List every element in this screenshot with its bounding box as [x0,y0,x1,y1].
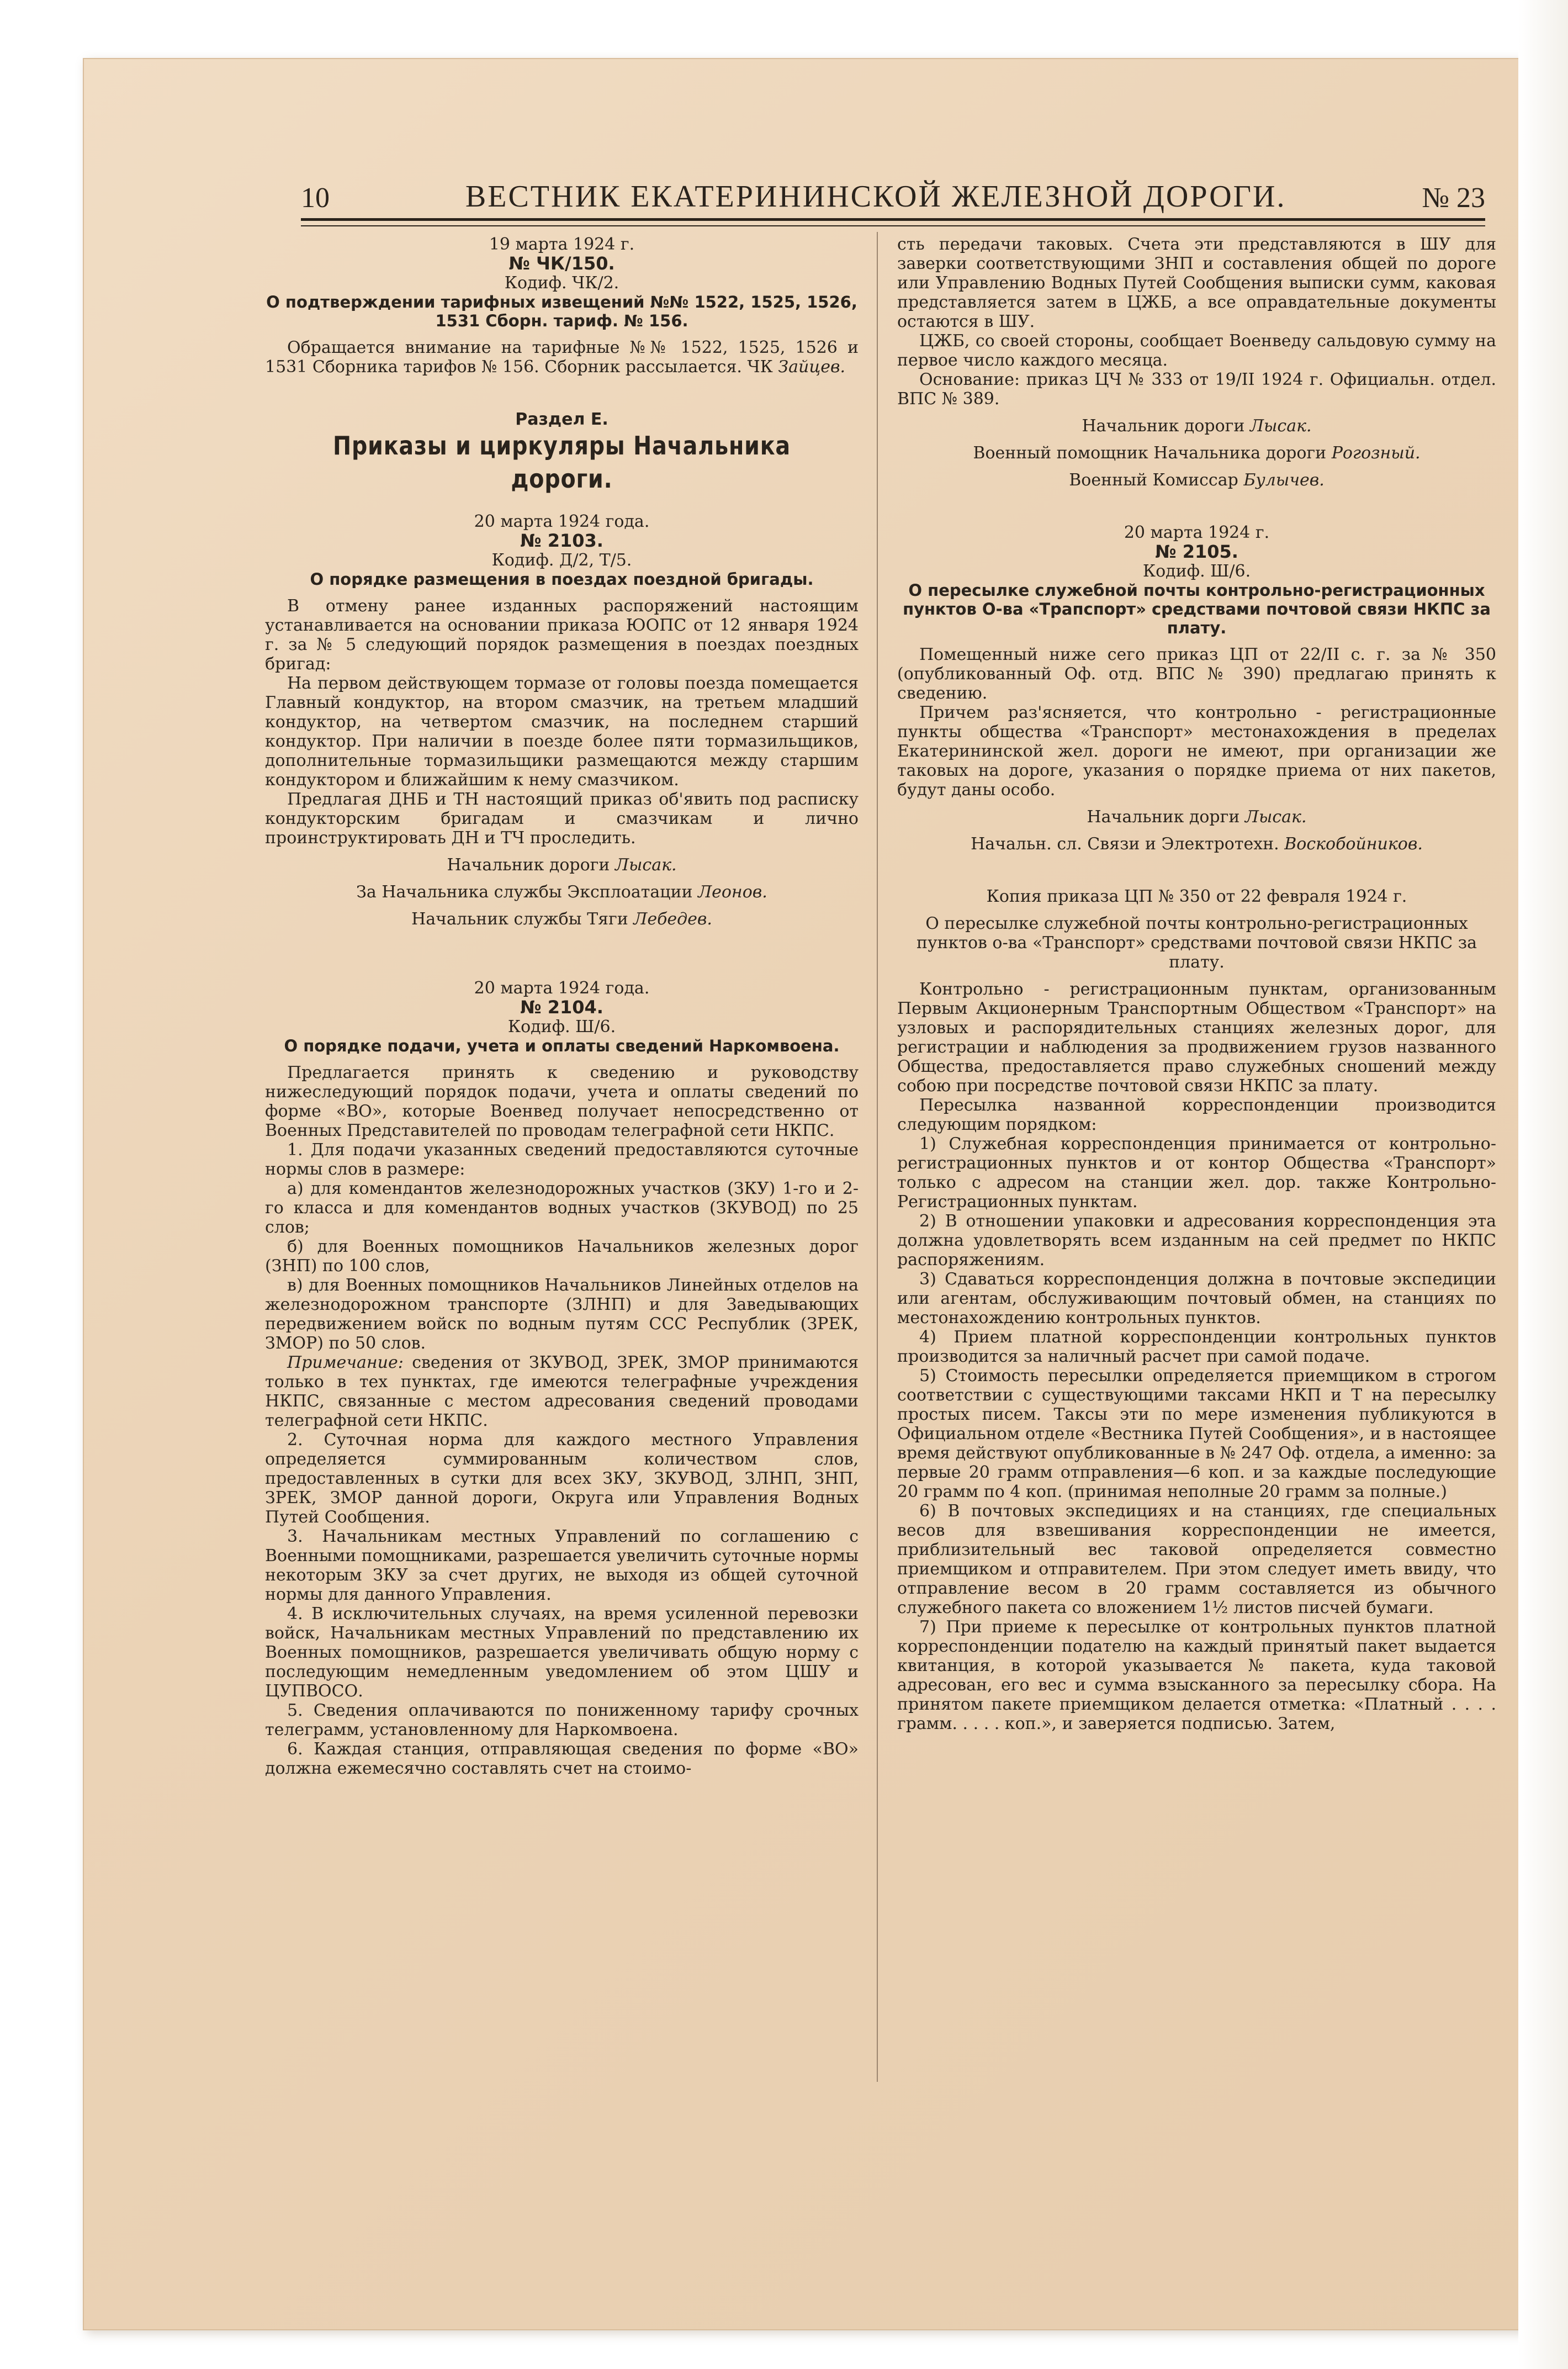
order-codif: Кодиф. Ш/6. [507,1017,616,1037]
page-header [301,176,1485,214]
signature-line [897,834,1496,854]
paragraph: 3) Сдаваться корреспонденция должна в почтовые экспедиции или агентам, обслуживающим почтовый обмен, на станциях по местонахождению контрольных пунктов. [897,1270,1496,1328]
signature-role: Начальник службы Тяги [411,909,628,929]
paragraph: в) для Военных помощников Начальников Линейных отделов на железнодорожном транспорте (ЗЛНП) и для Заведывающих передвижением войск по водным путям ССС Республик (ЗРЕК, ЗМОР) по 50 слов. [265,1276,859,1353]
paragraph: Пересылка названной корреспонденции производится следующим порядком: [897,1096,1496,1134]
signature-name: Булычев. [1243,470,1325,490]
signature-name: Зайцев. [778,357,846,377]
signature-role: Начальник дорги [1087,807,1240,827]
paragraph: 4. В исключительных случаях, на время усиленной перевозки войск, Начальникам местных Управлений по представлению их Военных помощников, разрешается увеличивать общую норму с последующим немедленным уведомлением об этом ЦШУ и ЦУПВОСО. [265,1604,859,1701]
signature-line [897,416,1496,436]
signature-line [897,807,1496,827]
paragraph: 2) В отношении упаковки и адресования корреспонденция эта должна удовлетворять всем изданным на сей предмет по НКПС распоряжениям. [897,1212,1496,1270]
paragraph: 5) Стоимость пересылки определяется приемщиком в строгом соответствии с существующими таксами НКП и Т на пересылку простых писем. Таксы эти по мере изменения публикуются в Официальном отделе «Вестника Путей Сообщения», и в настоящее время действуют опубликованные в № 247 Оф. отдела, а именно: за первые 20 грамм отправления—6 коп. и за каждые последующие 20 грамм по 4 коп. (принимая неполные 20 грамм за полные.) [897,1366,1496,1501]
paragraph: 4) Прием платной корреспонденции контрольных пунктов производится за наличный расчет при самой подаче. [897,1328,1496,1366]
order-title: О порядке подачи, учета и оплаты сведений Наркомвоена. [284,1037,840,1055]
signature-line [897,443,1496,463]
note-text: сведения от ЗКУВОД, ЗРЕК, ЗМОР принимаются только в тех пунктах, где имеются телеграфные учреждения НКПС, связанные с местом адресования сведений проводами телеграфной сети НКПС. [265,1353,859,1430]
paragraph: сть передачи таковых. Счета эти представляются в ШУ для заверки соответствующими ЗНП и составления общей по дороге или Управлению Водных Путей Сообщения выписки сумм, каковая представляется затем в ЦЖБ, а все оправдательные документы остаются в ШУ. [897,235,1496,331]
order-number: № 2104. [520,997,603,1018]
background-margin [1518,0,1568,2369]
note [265,1353,859,1430]
column-divider [877,232,878,2082]
order-date: 20 марта 1924 года. [474,979,650,998]
signature-role: За Начальника службы Эксплоатации [356,882,693,902]
signature-name: Воскобойников. [1284,834,1423,854]
paragraph: Предлагается принять к сведению и руководству нижеследующий порядок подачи, учета и оплаты сведений по форме «ВО», которые Военвед получает непосредственно от Военных Представителей по проводам телеграфной сети НКПС. [265,1063,859,1140]
paragraph: Помещенный ниже сего приказ ЦП от 22/II с. г. за № 350 (опубликованный Оф. отд. ВПС № 390) предлагаю принять к сведению. [897,645,1496,703]
order-codif: Кодиф. Ш/6. [1142,562,1251,581]
paragraph: 6) В почтовых экспедициях и на станциях, где специальных весов для взвешивания корреспонденции не имеется, приблизительный вес таковой определяется совместно приемщиком и отправителем. При этом следует иметь ввиду, что отправление весом в 20 грамм составляется из обычного служебного пакета со вложением 1½ листов писчей бумаги. [897,1501,1496,1617]
paragraph: б) для Военных помощников Начальников железных дорог (ЗНП) по 100 слов, [265,1237,859,1276]
signature-role: Начальн. сл. Связи и Электротехн. [971,834,1279,854]
paragraph: Предлагая ДНБ и ТН настоящий приказ об'явить под расписку кондукторским бригадам и смазчикам и лично проинструктировать ДН и ТЧ проследить. [265,790,859,848]
paragraph: а) для комендантов железнодорожных участков (ЗКУ) 1-го и 2-го класса и для комендантов водных участков (ЗКУВОД) по 25 слов; [265,1179,859,1237]
order-title: О порядке размещения в поездах поездной бригады. [310,570,814,589]
left-column [265,235,859,1778]
paragraph: 3. Начальникам местных Управлений по соглашению с Военными помощниками, разрешается увеличить суточные нормы некоторым ЗКУ за счет других, не выходя из общей суточной нормы для данного Управления. [265,1527,859,1604]
right-column [897,235,1496,1733]
publication-title: ВЕСТНИК ЕКАТЕРИНИНСКОЙ ЖЕЛЕЗНОЙ ДОРОГИ. [465,179,1286,214]
signature-name: Лысак. [615,855,677,875]
paragraph: 6. Каждая станция, отправляющая сведения по форме «ВО» должна ежемесячно составлять счет на стоимо- [265,1739,859,1778]
signature-role: ЧК [747,357,773,377]
signature-role: Военный помощник Начальника дороги [973,443,1327,463]
signature-name: Леонов. [698,882,767,902]
section-label: Раздел Е. [515,410,608,429]
order-title: О подтверждении тарифных извещений №№ 1522, 1525, 1526, 1531 Сборн. тариф. № 156. [266,293,857,330]
signature-name: Лысак. [1249,416,1312,436]
order-title: О пересылке служебной почты контрольно-регистрационных пунктов О-ва «Трапспорт» средствами почтовой связи НКПС за плату. [903,581,1491,637]
order-body-text: Обращается внимание на тарифные №№ 1522, 1525, 1526 и 1531 Сборника тарифов № 156. Сборник рассылается. [265,338,859,377]
paragraph: На первом действующем тормазе от головы поезда помещается Главный кондуктор, на втором смазчик, на третьем младший кондуктор, на четвертом смазчик, на последнем старший кондуктор. При наличии в поезде более пяти тормазильщиков, дополнительные тормазильщики размещаются между старшим кондуктором и ближайшим к нему смазчиком. [265,674,859,790]
signature-role: Военный Комиссар [1069,470,1238,490]
header-rule [301,218,1485,226]
signature-line [265,909,859,929]
order-number: № 2105. [1155,541,1238,562]
order-number: № 2103. [520,530,603,551]
signature-name: Рогозный. [1331,443,1421,463]
signature-line [265,882,859,902]
section-heading: Приказы и циркуляры Начальника дороги. [332,431,791,494]
signature-name: Лебедев. [633,909,712,929]
signature-line [265,855,859,875]
paragraph: 1) Служебная корреспонденция принимается от контрольно-регистрационных пунктов и от контор Общества «Транспорт» только с адресом на станции жел. дор. также Контрольно-Регистрационных пунктам. [897,1134,1496,1212]
order-body [265,338,859,377]
paragraph: Причем раз'ясняется, что контрольно - регистрационные пункты общества «Транспорт» местонахождения в пределах Екатерининской жел. дороги не имеют, при организации же таковых на дороге, указания о порядке приема от них пакетов, будут даны особо. [897,703,1496,800]
page-number: 10 [301,182,330,214]
order-codif: Кодиф. Д/2, Т/5. [491,551,632,570]
paragraph: Контрольно - регистрационным пунктам, организованным Первым Акционерным Транспортным Обществом «Транспорт» на узловых и распорядительных станциях железных дорог, для регистрации и наблюдения за продвижением грузов названного Общества, предоставляется право служебных сношений между собою при посредстве почтовой связи НКПС за плату. [897,980,1496,1096]
order-codif: Кодиф. ЧК/2. [504,273,619,293]
copy-title: О пересылке служебной почты контрольно-регистрационных пунктов о-ва «Транспорт» средствами почтовой связи НКПС за плату. [916,914,1477,972]
paragraph: В отмену ранее изданных распоряжений настоящим устанавливается на основании приказа ЮОПС от 12 января 1924 г. за № 5 следующий порядок размещения в поездах поездных бригад: [265,596,859,674]
paragraph: 1. Для подачи указанных сведений предоставляются суточные нормы слов в размере: [265,1140,859,1179]
signature-role: Начальник дороги [1082,416,1245,436]
copy-heading: Копия приказа ЦП № 350 от 22 февраля 1924 г. [986,887,1407,906]
paragraph: 5. Сведения оплачиваются по пониженному тарифу срочных телеграмм, установленному для Наркомвоена. [265,1701,859,1739]
signature-name: Лысак. [1244,807,1307,827]
order-date: 19 марта 1924 г. [489,235,635,254]
paragraph: 7) При приеме к пересылке от контрольных пунктов платной корреспонденции подателю на каждый принятый пакет выдается квитанция, в которой указывается № пакета, куда таковой адресован, его вес и сумма взысканного за пересылку сбора. На принятом пакете приемщиком делается отметка: «Платный . . . . грамм. . . . . коп.», и заверяется подписью. Затем, [897,1617,1496,1733]
paragraph: 2. Суточная норма для каждого местного Управления определяется суммированным количеством слов, предоставленных в сутки для всех ЗКУ, ЗКУВОД, ЗЛНП, ЗНП, ЗРЕК, ЗМОР данной дороги, Округа или Управления Водных Путей Сообщения. [265,1430,859,1527]
paragraph: ЦЖБ, со своей стороны, сообщает Военведу сальдовую сумму на первое число каждого месяца. [897,331,1496,370]
note-label: Примечание: [287,1353,404,1372]
order-number: № ЧК/150. [508,253,615,274]
paragraph: Основание: приказ ЦЧ № 333 от 19/II 1924 г. Официальн. отдел. ВПС № 389. [897,370,1496,409]
signature-role: Начальник дороги [447,855,610,875]
issue-number: № 23 [1422,182,1485,214]
order-date: 20 марта 1924 года. [474,512,650,531]
signature-line [897,470,1496,490]
order-date: 20 марта 1924 г. [1124,523,1270,542]
